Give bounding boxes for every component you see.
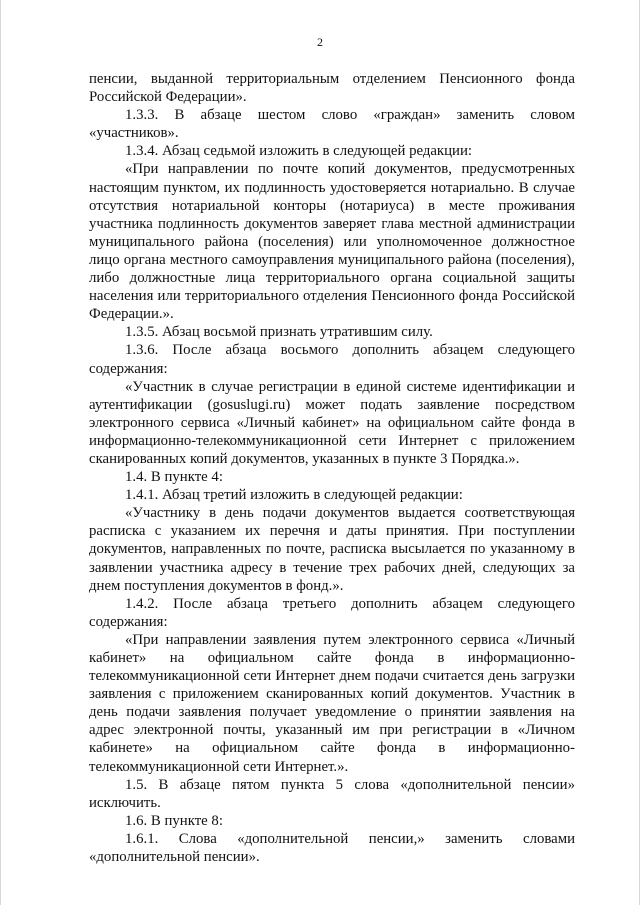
paragraph: «При направлении заявления путем электронного сервиса «Личный кабинет» на официальном сайте фонда в информационно-телекоммуникационной сети Интернет днем подачи считается день загрузки заявления с приложением сканированных копий документов. Участник в день подачи заявления получает уведомление о принятии заявления на адрес электронной почты, указанный им при регистрации в «Личном кабинете» на официальном сайте фонда в информационно-телекоммуникационной сети Интернет.». [89, 631, 575, 775]
document-body [89, 70, 575, 866]
paragraph: 1.4.2. После абзаца третьего дополнить абзацем следующего содержания: [89, 595, 575, 630]
paragraph: пенсии, выданной территориальным отделением Пенсионного фонда Российской Федерации». [89, 71, 575, 106]
paragraph: 1.6.1. Слова «дополнительной пенсии,» заменить словами «дополнительной пенсии». [89, 830, 575, 866]
paragraph: 1.3.6. После абзаца восьмого дополнить абзацем следующего содержания: [89, 342, 575, 377]
paragraph: 1.6. В пункте 8: [125, 812, 223, 829]
paragraph: 1.3.3. В абзаце шестом слово «граждан» заменить словом «участников». [89, 107, 575, 142]
paragraph: 1.3.4. Абзац седьмой изложить в следующей редакции: [125, 143, 472, 160]
paragraph: «Участник в случае регистрации в единой системе идентификации и аутентификации (gosuslugi.ru) может подать заявление посредством электронного сервиса «Личный кабинет» на официальном сайте фонда в информационно-телекоммуникационной сети Интернет с приложением сканированных копий документов, указанных в пункте 3 Порядка.». [89, 378, 575, 467]
paragraph: 1.4. В пункте 4: [125, 469, 223, 486]
paragraph: 1.3.5. Абзац восьмой признать утратившим силу. [125, 324, 433, 341]
paragraph: «При направлении по почте копий документов, предусмотренных настоящим пунктом, их подлинность удостоверяется нотариально. В случае отсутствия нотариальной конторы (нотариуса) в месте проживания участника подлинность документов заверяет глава местной администрации муниципального района (поселения) или уполномоченное должностное лицо органа местного самоуправления муниципального района (поселения), либо должностные лица территориального органа социальной защиты населения или территориального отделения Пенсионного фонда Российской Федерации.». [89, 161, 575, 323]
paragraph: «Участнику в день подачи документов выдается соответствующая расписка с указанием их перечня и даты принятия. При поступлении документов, направленных по почте, расписка высылается по указанному в заявлении участника адресу в течение трех рабочих дней, следующих за днем поступления документов в фонд.». [89, 505, 575, 594]
paragraph: 1.5. В абзаце пятом пункта 5 слова «дополнительной пенсии» исключить. [89, 776, 575, 811]
page-number: 2 [317, 35, 323, 49]
paragraph: 1.4.1. Абзац третий изложить в следующей редакции: [125, 487, 463, 504]
